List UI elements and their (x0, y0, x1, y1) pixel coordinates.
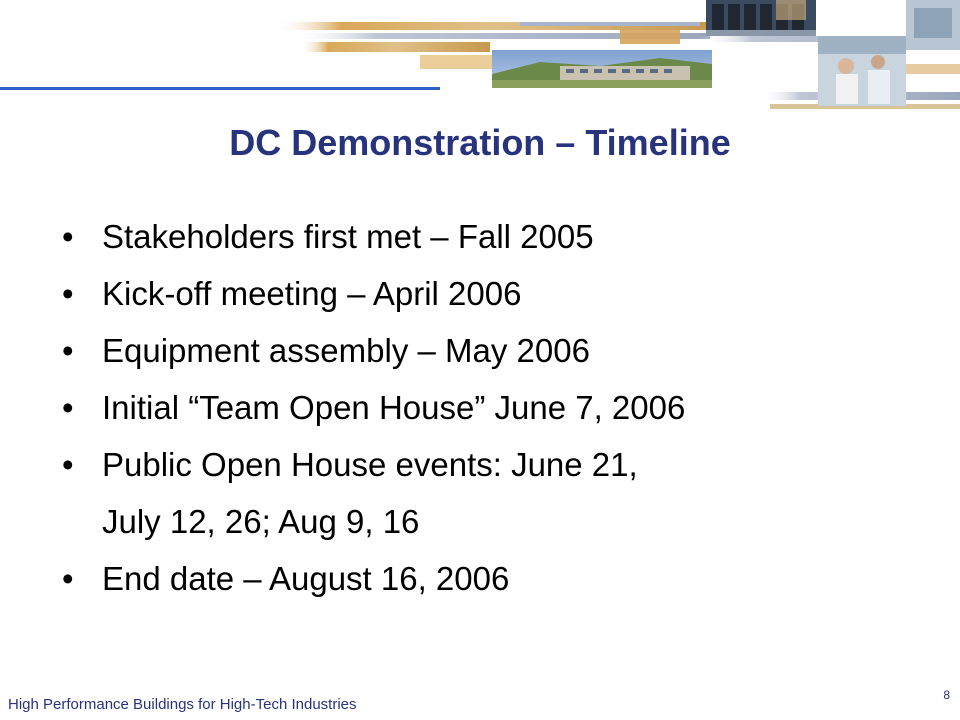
bullet-list (62, 208, 942, 607)
bullet-icon: • (62, 332, 74, 369)
bullet-item (62, 379, 942, 436)
campus-buildings-photo (492, 50, 712, 88)
bullet-item (62, 322, 942, 379)
page-number: 8 (943, 688, 950, 702)
bullet-item (62, 550, 942, 607)
photo-collage-banner (0, 0, 960, 130)
bullet-icon: • (62, 389, 74, 426)
lab-workers-photo (776, 0, 960, 106)
bullet-item (62, 436, 942, 550)
bullet-item (62, 208, 942, 265)
footer-text: High Performance Buildings for High-Tech Industries (8, 696, 357, 713)
bullet-text: Stakeholders first met – Fall 2005 (102, 218, 594, 255)
bullet-text: Initial “Team Open House” June 7, 2006 (102, 389, 686, 426)
bullet-text: Equipment assembly – May 2006 (102, 332, 590, 369)
title-rule (0, 87, 440, 90)
bullet-icon: • (62, 218, 74, 255)
bullet-icon: • (62, 560, 74, 597)
bullet-text: End date – August 16, 2006 (102, 560, 510, 597)
bullet-text-continuation: July 12, 26; Aug 9, 16 (102, 503, 420, 540)
bullet-item (62, 265, 942, 322)
bullet-text: Kick-off meeting – April 2006 (102, 275, 522, 312)
bullet-icon: • (62, 275, 74, 312)
bullet-icon: • (62, 446, 74, 483)
slide-title: DC Demonstration – Timeline (229, 122, 731, 163)
bullet-text: Public Open House events: June 21, (102, 446, 638, 483)
